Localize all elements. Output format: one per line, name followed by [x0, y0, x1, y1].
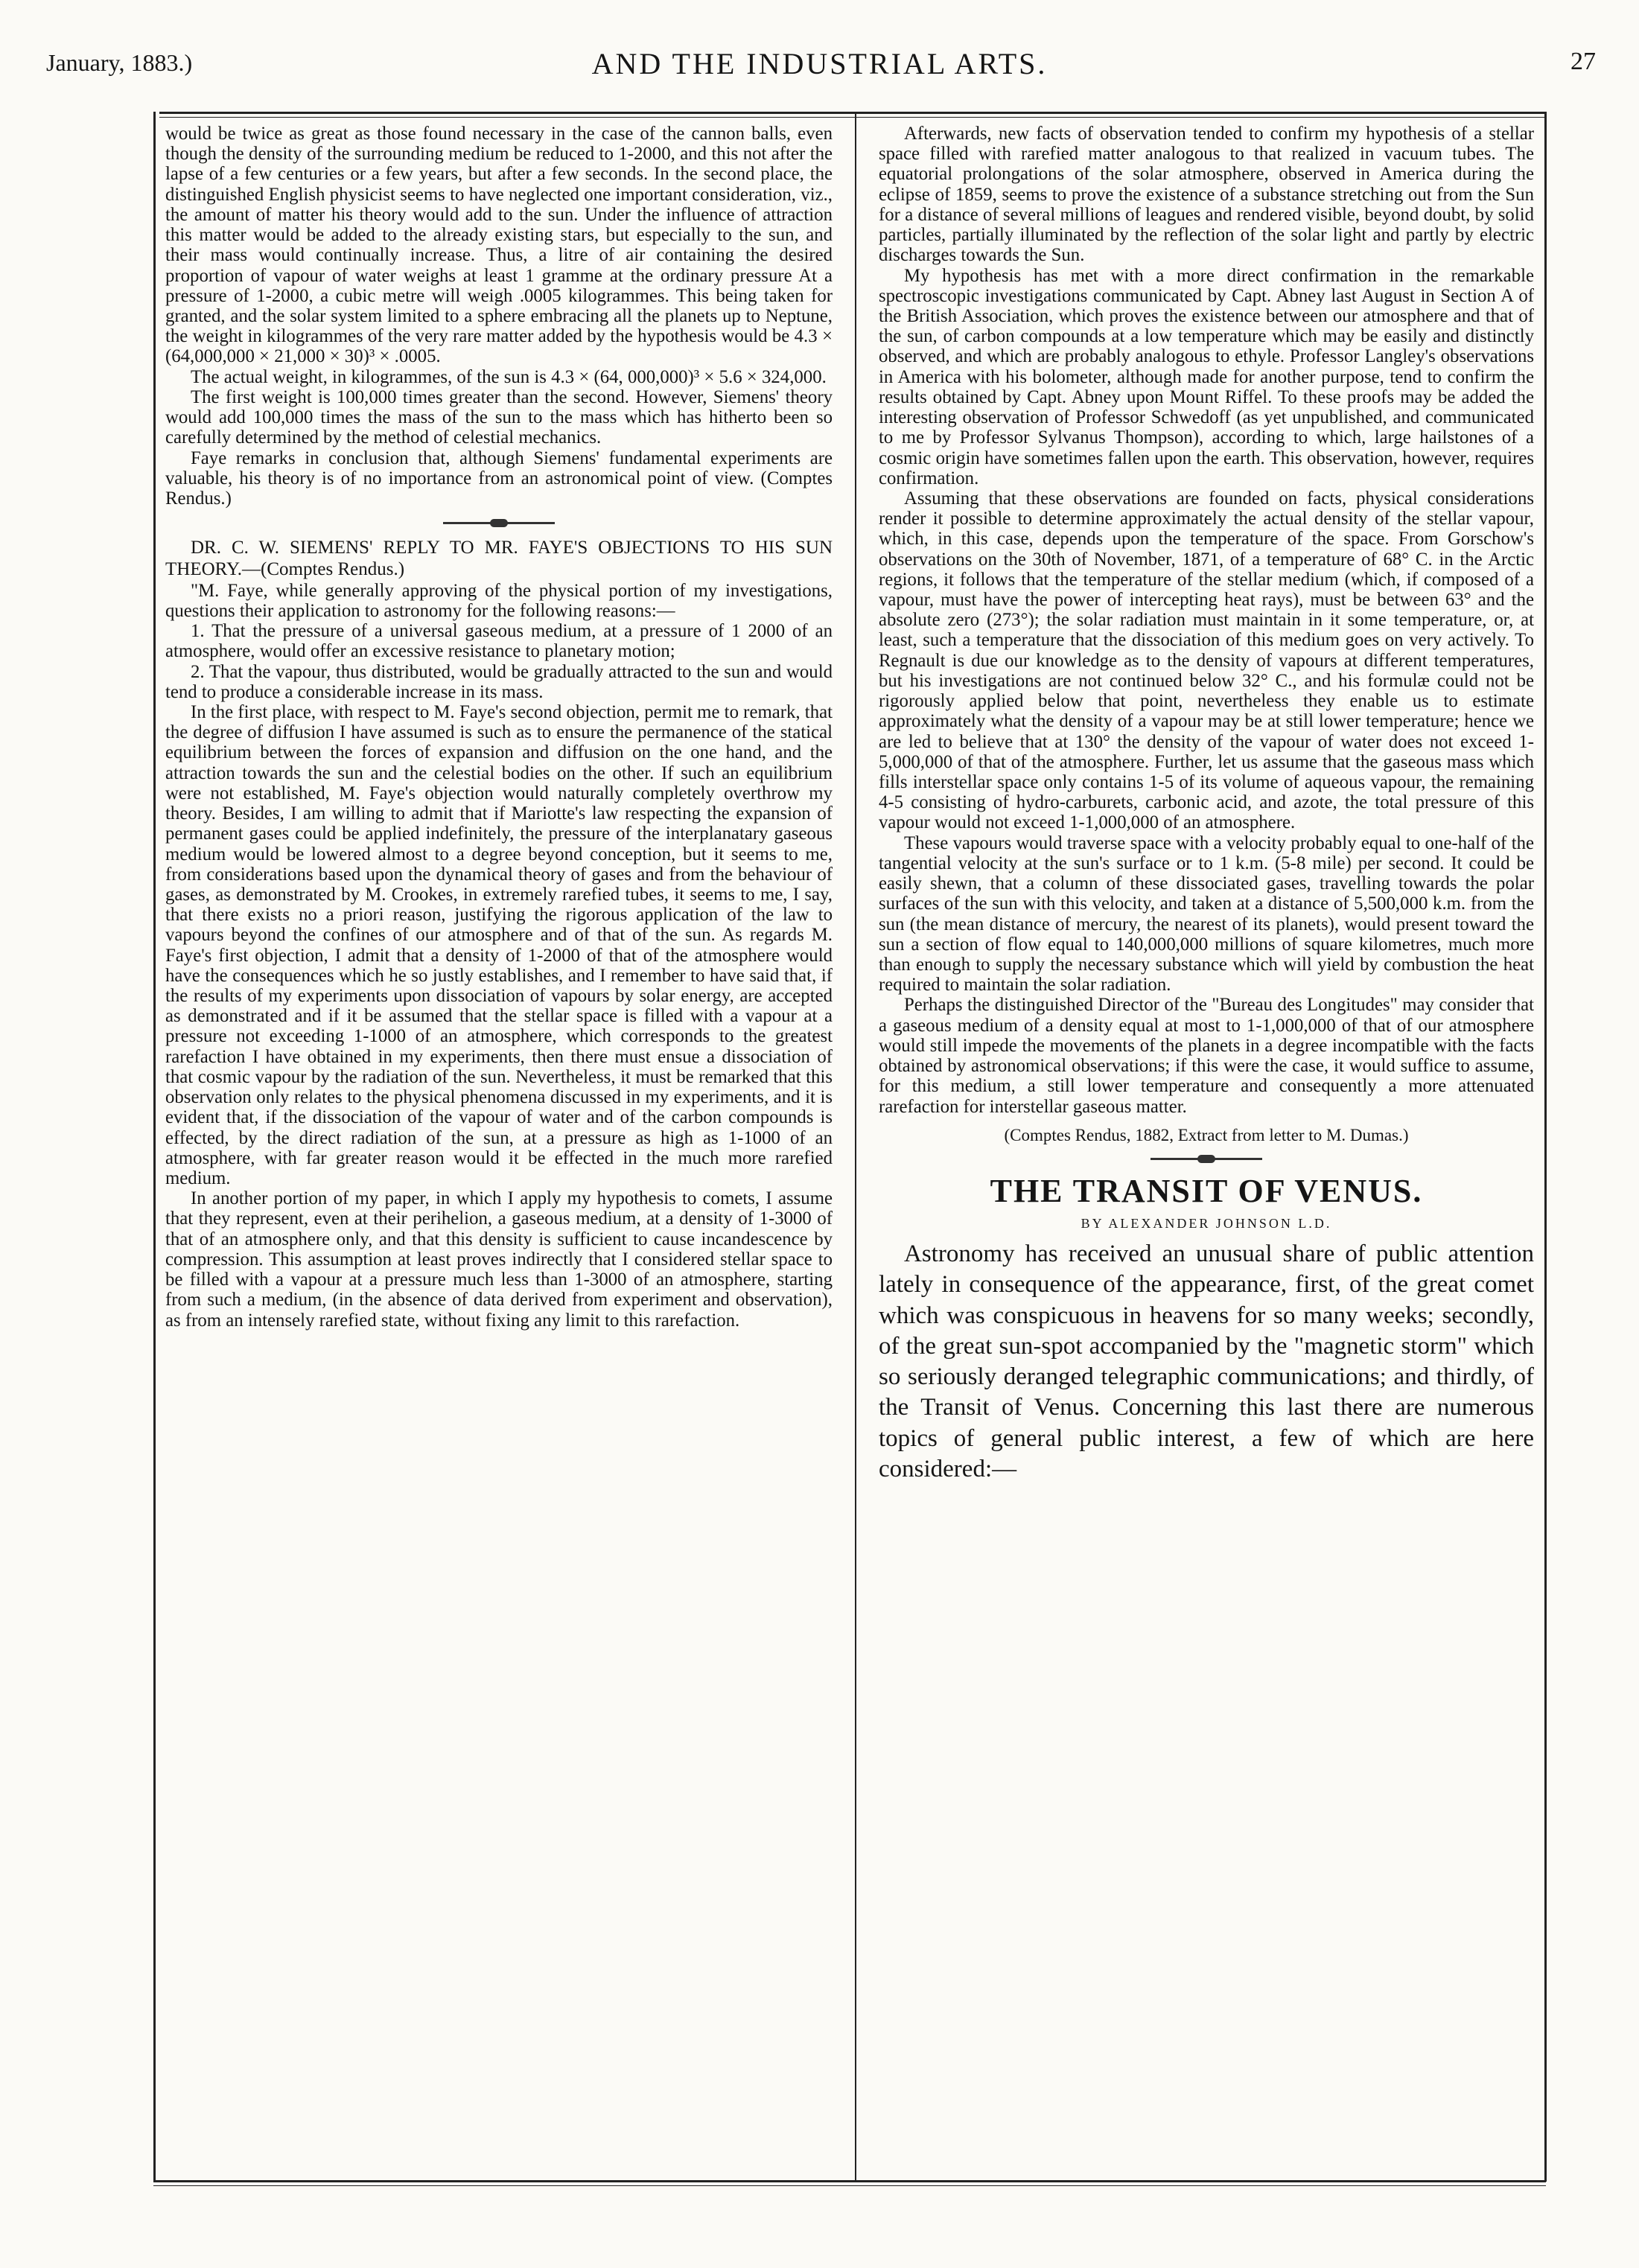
paragraph: In another portion of my paper, in which I apply my hypothesis to comets, I assume that they represent, even at their perihelion, a gaseous medium, at a density of 1-3000 of that of an atmosphere only, and that this density is sufficient to cause incandescence by compression. This assumption at least proves indirectly that I considered stellar space to be filled with a vapour at a pressure much less than 1-3000 of an atmosphere, starting from such a medium, (in the absence of data derived from experiment and observation), as from an intensely rarefied state, without fixing any limit to this rarefaction. — [165, 1188, 833, 1331]
page-header — [0, 0, 1639, 80]
bottom-rule — [153, 2180, 1546, 2182]
section-separator — [443, 522, 555, 524]
column-divider — [855, 112, 856, 2182]
paragraph: 2. That the vapour, thus distributed, would be gradually attracted to the sun and would tend to produce a considerable increase in its mass. — [165, 661, 833, 702]
paragraph: Afterwards, new facts of observation tended to confirm my hypothesis of a stellar space filled with rarefied matter analogous to that realized in vacuum tubes. The equatorial prolongations of the solar atmosphere, observed in America during the eclipse of 1859, seems to prove the existence of a substance stretching out from the Sun for a distance of several millions of leagues and rendered visible, beyond doubt, by solid particles, partially illuminated by the reflection of the solar light and partly by electric discharges towards the Sun. — [879, 124, 1534, 266]
citation: (Comptes Rendus, 1882, Extract from letter to M. Dumas.) — [1004, 1125, 1409, 1144]
article-byline: BY ALEXANDER JOHNSON L.D. — [1081, 1216, 1332, 1232]
paragraph: would be twice as great as those found necessary in the case of the cannon balls, even though the density of the surrounding medium be reduced to 1-2000, and this not after the lapse of a few centuries or a few years, but after a few seconds. In the second place, the distinguished English physicist seems to have neglected one important consideration, viz., the amount of matter his theory would add to the sun. Under the influence of attraction this matter would be added to the already existing stars, but especially to the sun, and their mass would continually increase. Thus, a litre of air containing the desired proportion of vapour of water weighs at least 1 gramme at the ordinary pressure At a pressure of 1-2000, a cubic metre will weigh .0005 kilogrammes. This being taken for granted, and the solar system limited to a sphere embracing all the planets up to Neptune, the weight in kilogrammes of the very rare matter added by the hypothesis would be 4.3 × (64,000,000 × 21,000 × 30)³ × .0005. — [165, 124, 833, 367]
paragraph: In the first place, with respect to M. Faye's second objection, permit me to remark, that the degree of diffusion I have assumed is such as to ensure the permanence of the statical equilibrium between the forces of expansion and diffusion on the one hand, and the attraction towards the sun and the celestial bodies on the other. If such an equilibrium were not established, M. Faye's objection would naturally completely overthrow my theory. Besides, I am willing to admit that if Mariotte's law respecting the expansion of permanent gases could be applied indefinitely, the pressure of the interplanatary gaseous medium would be lowered almost to a degree beyond conception, but it seems to me, from considerations based upon the dynamical theory of gases and from the behaviour of gases, as demonstrated by M. Crookes, in extremely rarefied tubes, it seems to me, I say, that there exists no a priori reason, justifying the rigorous application of the law to vapours beyond the confines of our atmosphere and of that of the sun. As regards M. Faye's first objection, I admit that a density of 1-2000 of that of the atmosphere would have the consequences which he so justly establishes, and I remember to have said that, if the results of my experiments upon dissociation of vapours by solar energy, are accepted as demonstrated and if it be assumed that the stellar space is filled with a vapour at a pressure not exceeding 1-1000 of an atmosphere, which corresponds to the greatest rarefaction I have obtained in my experiments, then there must ensue a dissociation of that cosmic vapour by the radiation of the sun. Nevertheless, it must be remarked that this observation only relates to the physical phenomena discussed in my experiments, and it is evident that, if the dissociation of the vapour of water and of the carbon compounds is effected, by the direct radiation of the sun, at a pressure as high as 1-1000 of an atmosphere, with far greater reason would it be effected in the much more rarefied medium. — [165, 701, 833, 1188]
paragraph: My hypothesis has met with a more direct confirmation in the remarkable spectroscopic investigations communicated by Capt. Abney last August in Section A of the British Association, which proves the existence between our atmosphere and that of the sun, of carbon compounds at a low temperature which may be easily and distinctly observed, and which are probably analogous to ethyle. Professor Langley's observations in America with his bolometer, although made for another purpose, tend to confirm the results obtained by Capt. Abney upon Mount Riffel. To these proofs may be added the interesting observation of Professor Schwedoff (as yet unpublished, and communicated to me by Professor Sylvanus Thompson), according to which, large hailstones of a cosmic origin have sometimes fallen upon the earth. This observation, however, requires confirmation. — [879, 265, 1534, 488]
article-title: THE TRANSIT OF VENUS. — [990, 1172, 1423, 1209]
paragraph: Perhaps the distinguished Director of the "Bureau des Longitudes" may consider that a gaseous medium of a density equal at most to 1-1,000,000 of that of our atmosphere would still impede the movements of the planets in a degree incompatible with the facts obtained by astronomical observations; if this were the case, it would suffice to assume, for this medium, a still lower temperature and consequently a more attenuated rarefaction for interstellar gaseous matter. — [879, 995, 1534, 1117]
right-frame-rule — [1544, 112, 1547, 2182]
section-heading: DR. C. W. SIEMENS' REPLY TO MR. FAYE'S OBJECTIONS TO HIS SUN THEORY.—(Comptes Rendus.) — [165, 538, 833, 579]
article-body: Astronomy has received an unusual share of public attention lately in consequence of the appearance, first, of the great comet which was conspicuous in heavens for so many weeks; secondly, of the great sun-spot accompanied by the "magnetic storm" which so seriously deranged telegraphic communications; and thirdly, of the Transit of Venus. Concerning this last there are numerous topics of general public interest, a few of which are here considered:— — [879, 1240, 1534, 1482]
top-rule-thin — [159, 117, 1544, 118]
paragraph: These vapours would traverse space with a velocity probably equal to one-half of the tangential velocity at the sun's surface or to 1 k.m. (5-8 mile) per second. It could be easily shewn, that a column of these dissociated gases, travelling towards the polar surfaces of the sun with this velocity, and taken at a distance of 5,500,000 k.m. from the sun (the mean distance of mercury, the nearest of its planets), would present toward the sun a section of flow equal to 140,000,000 millions of square kilometres, much more than enough to supply the necessary substance which will yield by combustion the heat required to maintain the solar radiation. — [879, 832, 1534, 996]
paragraph: Assuming that these observations are founded on facts, physical considerations render it possible to determine approximately the actual density of the stellar vapour, which, in this case, depends upon the temperature of the space. From Gorschow's observations on the 30th of November, 1871, of a temperature of 68° C. in the Arctic regions, it follows that the temperature of the stellar medium (which, if composed of a vapour, must have the power of intercepting heat rays), must be between 63° and the absolute zero (273°); the solar radiation must maintain in it some temperature, or, at least, such a temperature that the dissociation of this medium goes on very actively. To Regnault is due our knowledge as to the density of vapours at different temperatures, but his investigations are not continued below 32° C., and his formulæ could not be rigorously applied below that point, nevertheless they enable us to estimate approximately what the density of a vapour may be at still lower temperature; hence we are led to believe that at 130° the density of the vapour of water does not exceed 1-5,000,000 of that of the atmosphere. Further, let us assume that the gaseous mass which fills interstellar space only contains 1-5 of its volume of aqueous vapour, the remaining 4-5 consisting of hydro-carburets, carbonic acid, and azote, the total pressure of this vapour would not exceed 1-1,000,000 of an atmosphere. — [879, 488, 1534, 833]
issue-date: January, 1883.) — [46, 49, 193, 76]
top-rule — [159, 112, 1544, 114]
left-column — [165, 124, 833, 2171]
section-separator — [1151, 1158, 1262, 1160]
paragraph: 1. That the pressure of a universal gaseous medium, at a pressure of 1 2000 of an atmosphere, would offer an excessive resistance to planetary motion; — [165, 621, 833, 662]
page-number: 27 — [1570, 48, 1596, 75]
paragraph: The actual weight, in kilogrammes, of the sun is 4.3 × (64, 000,000)³ × 5.6 × 324,000. — [191, 366, 827, 387]
paragraph: "M. Faye, while generally approving of the physical portion of my investigations, questions their application to astronomy for the following reasons:— — [165, 580, 833, 621]
bottom-rule-thin — [153, 2185, 1546, 2186]
left-frame-rule — [153, 112, 156, 2182]
paragraph: Faye remarks in conclusion that, although Siemens' fundamental experiments are valuable, his theory is of no importance from an astronomical point of view. (Comptes Rendus.) — [165, 447, 833, 509]
running-title: AND THE INDUSTRIAL ARTS. — [591, 47, 1048, 80]
right-column — [879, 124, 1534, 2171]
paragraph: The first weight is 100,000 times greater than the second. However, Siemens' theory would add 100,000 times the mass of the sun to the mass which has hitherto been so carefully determined by the method of celestial mechanics. — [165, 386, 833, 448]
